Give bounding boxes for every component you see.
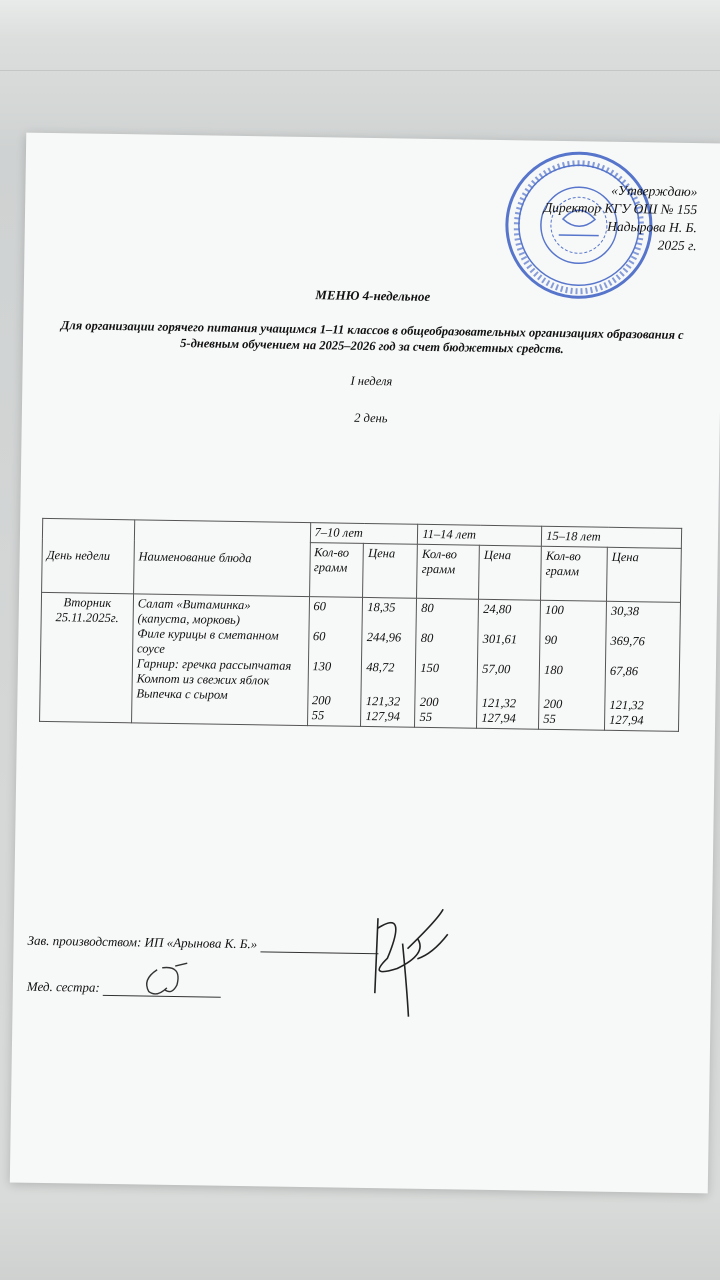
header-day-of-week: День недели bbox=[42, 518, 135, 593]
price-column bbox=[477, 599, 541, 729]
header-qty: Кол-во грамм bbox=[309, 543, 364, 598]
dish-item: Выпечка с сыром bbox=[136, 686, 228, 702]
day-cell bbox=[40, 592, 134, 722]
production-signature-row bbox=[27, 933, 378, 955]
dish-item: Салат «Витаминка» (капуста, морковь) bbox=[137, 596, 251, 627]
handwritten-signature bbox=[137, 959, 198, 1000]
approval-label: «Утверждаю» bbox=[611, 182, 698, 200]
dish-item: Компот из свежих яблок bbox=[136, 671, 270, 688]
header-qty: Кол-во грамм bbox=[417, 544, 480, 599]
price-value: 301,61 bbox=[482, 631, 518, 647]
price-value: 57,00 bbox=[482, 661, 511, 677]
price-value: 127,94 bbox=[609, 712, 644, 728]
menu-table bbox=[39, 518, 682, 732]
qty-value: 60 bbox=[312, 629, 326, 644]
weekday: Вторник bbox=[63, 595, 112, 610]
price-column bbox=[361, 597, 417, 727]
title-block bbox=[22, 283, 720, 432]
price-column bbox=[605, 601, 681, 731]
qty-value: 90 bbox=[544, 632, 558, 647]
price-value: 67,86 bbox=[609, 663, 639, 679]
qty-value: 80 bbox=[420, 630, 434, 646]
day-label: 2 день bbox=[354, 410, 388, 426]
qty-value: 100 bbox=[544, 602, 564, 618]
header-age-11-14: 11–14 лет bbox=[418, 524, 542, 546]
price-value: 48,72 bbox=[366, 659, 395, 675]
qty-value: 200 bbox=[543, 696, 563, 712]
approval-director: Директор КГУ ОШ № 155 bbox=[543, 199, 698, 218]
approval-name: Надырова Н. Б. bbox=[607, 218, 697, 236]
qty-value: 55 bbox=[543, 711, 556, 726]
header-price: Цена bbox=[479, 545, 542, 600]
dish-item: Гарнир: гречка рассыпчатая bbox=[136, 656, 292, 673]
qty-value: 200 bbox=[419, 694, 439, 710]
wall-line bbox=[0, 70, 720, 71]
approval-block bbox=[543, 181, 698, 255]
dish-list bbox=[131, 594, 309, 726]
menu-title: МЕНЮ 4-недельное bbox=[315, 287, 431, 304]
header-age-15-18: 15–18 лет bbox=[542, 526, 682, 548]
price-value: 18,35 bbox=[367, 599, 396, 615]
price-value: 369,76 bbox=[610, 633, 645, 649]
qty-column bbox=[307, 597, 363, 727]
qty-value: 80 bbox=[421, 600, 434, 616]
header-price: Цена bbox=[363, 543, 418, 598]
qty-value: 130 bbox=[312, 659, 332, 674]
price-value: 121,32 bbox=[481, 695, 517, 711]
price-value: 30,38 bbox=[610, 603, 640, 619]
qty-value: 55 bbox=[311, 708, 325, 723]
qty-value: 200 bbox=[311, 693, 331, 708]
table-row bbox=[40, 592, 681, 731]
price-value: 127,94 bbox=[365, 708, 401, 724]
qty-value: 55 bbox=[419, 709, 433, 725]
qty-value: 60 bbox=[313, 599, 326, 614]
qty-value: 150 bbox=[420, 660, 440, 676]
dish-item: Филе курицы в сметанном соусе bbox=[136, 626, 279, 656]
price-value: 121,32 bbox=[609, 697, 644, 713]
price-value: 24,80 bbox=[483, 601, 512, 617]
nurse-label: Мед. сестра: bbox=[26, 978, 100, 995]
document-page bbox=[10, 133, 720, 1194]
price-value: 244,96 bbox=[366, 629, 402, 645]
production-label: Зав. производством: ИП «Арынова К. Б.» bbox=[27, 932, 258, 952]
approval-date: 2025 г. bbox=[657, 237, 697, 254]
qty-value: 180 bbox=[543, 662, 563, 678]
price-value: 127,94 bbox=[481, 710, 516, 726]
date: 25.11.2025г. bbox=[55, 610, 119, 626]
header-dish-name: Наименование блюда bbox=[133, 520, 310, 597]
qty-column bbox=[415, 598, 479, 728]
qty-column bbox=[539, 600, 607, 730]
week-label: I неделя bbox=[350, 373, 393, 389]
handwritten-signature bbox=[346, 898, 458, 1020]
price-value: 121,32 bbox=[365, 693, 401, 709]
header-qty: Кол-во грамм bbox=[541, 546, 608, 601]
header-age-7-10: 7–10 лет bbox=[310, 523, 418, 545]
header-price: Цена bbox=[607, 547, 682, 602]
menu-subtitle: Для организации горячего питания учащимся 1–11 классов в общеобразовательных организациях образования с 5-дневным обучением на 2025–2026 год за счет бюджетных средств. bbox=[60, 318, 684, 357]
